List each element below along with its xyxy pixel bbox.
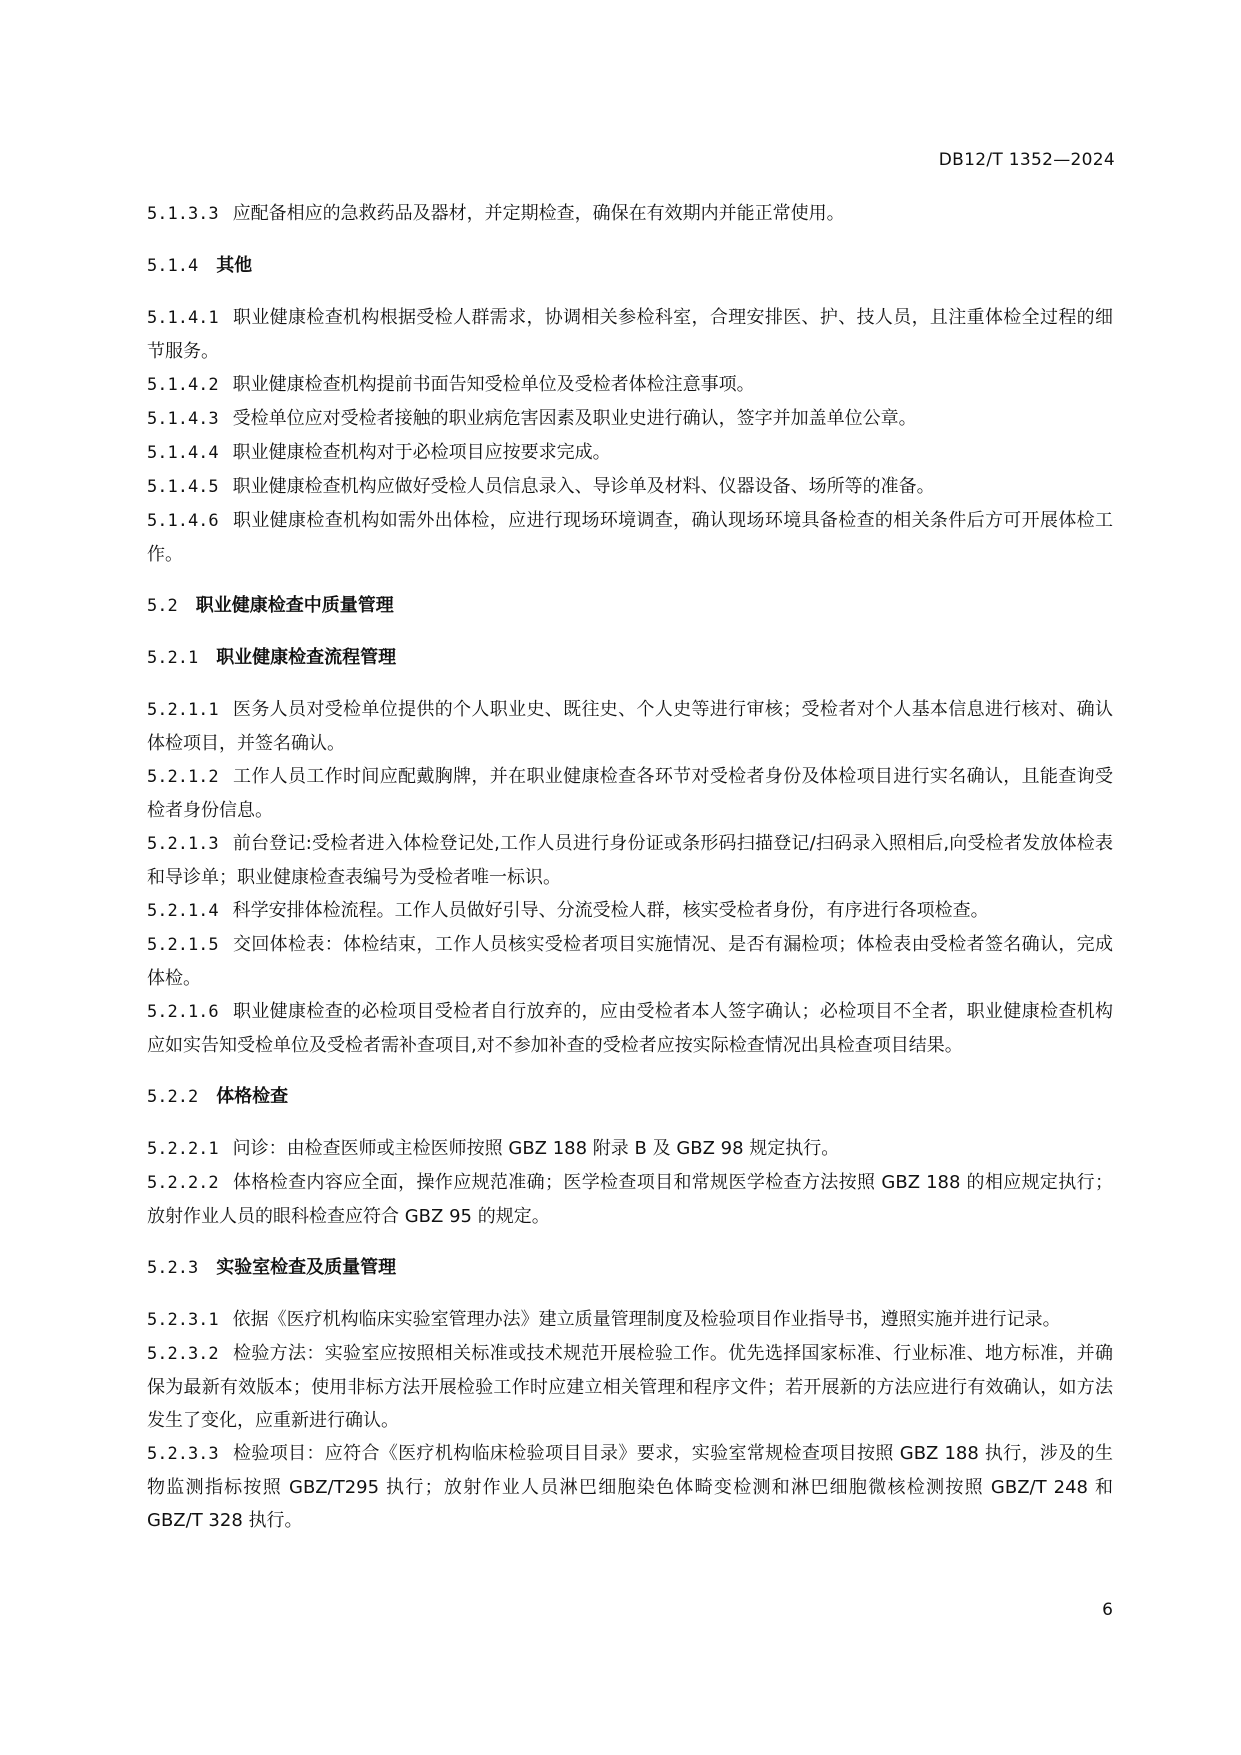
heading-text: 实验室检查及质量管理 xyxy=(216,1257,397,1278)
clause-paragraph xyxy=(147,827,1113,894)
clause-text: 问诊：由检查医师或主检医师按照 GBZ 188 附录 B 及 GBZ 98 规定执行。 xyxy=(232,1138,840,1159)
clause-text: 职业健康检查的必检项目受检者自行放弃的，应由受检者本人签字确认；必检项目不全者，职业健康检查机构应如实告知受检单位及受检者需补查项目,对不参加补查的受检者应按实际检查情况出具检查项目结果。 xyxy=(147,1001,1113,1056)
clause-number: 5.2.1.4 xyxy=(147,901,219,921)
document-body xyxy=(147,197,1113,1537)
clause-text: 体格检查内容应全面，操作应规范准确；医学检查项目和常规医学检查方法按照 GBZ 188 的相应规定执行；放射作业人员的眼科检查应符合 GBZ 95 的规定。 xyxy=(147,1172,1113,1227)
clause-paragraph xyxy=(147,995,1113,1062)
clause-paragraph xyxy=(147,760,1113,827)
clause-number: 5.1.3.3 xyxy=(147,204,219,224)
clause-number: 5.2.3.1 xyxy=(147,1310,219,1330)
clause-paragraph xyxy=(147,894,1113,928)
clause-text: 职业健康检查机构提前书面告知受检单位及受检者体检注意事项。 xyxy=(232,374,755,395)
clause-number: 5.1.4.4 xyxy=(147,443,219,463)
clause-text: 医务人员对受检单位提供的个人职业史、既往史、个人史等进行审核；受检者对个人基本信息进行核对、确认体检项目，并签名确认。 xyxy=(147,699,1113,754)
clause-number: 5.2.1 xyxy=(147,648,199,668)
heading-text: 职业健康检查中质量管理 xyxy=(195,595,394,616)
clause-paragraph xyxy=(147,1132,1113,1166)
clause-text: 工作人员工作时间应配戴胸牌，并在职业健康检查各环节对受检者身份及体检项目进行实名确认，且能查询受检者身份信息。 xyxy=(147,766,1113,821)
clause-paragraph xyxy=(147,470,1113,504)
clause-number: 5.2.1.3 xyxy=(147,834,219,854)
clause-text: 科学安排体检流程。工作人员做好引导、分流受检人群，核实受检者身份，有序进行各项检查。 xyxy=(232,900,989,921)
page-number: 6 xyxy=(1102,1600,1113,1620)
clause-paragraph xyxy=(147,402,1113,436)
document-code: DB12/T 1352—2024 xyxy=(938,150,1115,170)
clause-text: 职业健康检查机构应做好受检人员信息录入、导诊单及材料、仪器设备、场所等的准备。 xyxy=(232,476,935,497)
clause-text: 依据《医疗机构临床实验室管理办法》建立质量管理制度及检验项目作业指导书，遵照实施并进行记录。 xyxy=(232,1309,1061,1330)
clause-paragraph xyxy=(147,197,1113,231)
heading-text: 职业健康检查流程管理 xyxy=(216,647,397,668)
clause-text: 应配备相应的急救药品及器材，并定期检查，确保在有效期内并能正常使用。 xyxy=(232,203,845,224)
clause-paragraph xyxy=(147,693,1113,760)
clause-text: 前台登记:受检者进入体检登记处,工作人员进行身份证或条形码扫描登记/扫码录入照相后,向受检者发放体检表和导诊单；职业健康检查表编号为受检者唯一标识。 xyxy=(147,833,1113,888)
clause-paragraph xyxy=(147,1303,1113,1337)
clause-number: 5.2.2 xyxy=(147,1087,199,1107)
clause-number: 5.1.4.1 xyxy=(147,308,219,328)
clause-number: 5.2 xyxy=(147,596,178,616)
clause-number: 5.2.1.1 xyxy=(147,700,219,720)
clause-paragraph xyxy=(147,368,1113,402)
clause-number: 5.1.4.3 xyxy=(147,409,219,429)
heading-text: 其他 xyxy=(216,255,253,276)
section-heading xyxy=(147,1080,1113,1114)
clause-number: 5.2.2.2 xyxy=(147,1173,219,1193)
clause-paragraph xyxy=(147,1437,1113,1537)
clause-paragraph xyxy=(147,1166,1113,1233)
clause-text: 职业健康检查机构对于必检项目应按要求完成。 xyxy=(232,442,611,463)
section-heading xyxy=(147,641,1113,675)
clause-paragraph xyxy=(147,928,1113,995)
clause-number: 5.2.1.6 xyxy=(147,1002,219,1022)
clause-number: 5.2.3 xyxy=(147,1258,199,1278)
clause-number: 5.2.1.5 xyxy=(147,935,219,955)
clause-paragraph xyxy=(147,504,1113,571)
clause-text: 职业健康检查机构根据受检人群需求，协调相关参检科室，合理安排医、护、技人员，且注重体检全过程的细节服务。 xyxy=(147,307,1113,362)
clause-number: 5.2.3.2 xyxy=(147,1344,219,1364)
clause-number: 5.2.1.2 xyxy=(147,767,219,787)
clause-number: 5.1.4.2 xyxy=(147,375,219,395)
clause-paragraph xyxy=(147,436,1113,470)
clause-number: 5.1.4.5 xyxy=(147,477,219,497)
clause-paragraph xyxy=(147,1337,1113,1437)
section-heading xyxy=(147,249,1113,283)
section-heading xyxy=(147,589,1113,623)
clause-text: 检验方法：实验室应按照相关标准或技术规范开展检验工作。优先选择国家标准、行业标准、地方标准，并确保为最新有效版本；使用非标方法开展检验工作时应建立相关管理和程序文件；若开展新的方法应进行有效确认，如方法发生了变化，应重新进行确认。 xyxy=(147,1343,1113,1431)
section-heading xyxy=(147,1251,1113,1285)
clause-number: 5.1.4.6 xyxy=(147,511,219,531)
clause-text: 交回体检表：体检结束，工作人员核实受检者项目实施情况、是否有漏检项；体检表由受检者签名确认，完成体检。 xyxy=(147,934,1113,989)
clause-text: 职业健康检查机构如需外出体检，应进行现场环境调查，确认现场环境具备检查的相关条件后方可开展体检工作。 xyxy=(147,510,1113,565)
clause-text: 检验项目：应符合《医疗机构临床检验项目目录》要求，实验室常规检查项目按照 GBZ 188 执行，涉及的生物监测指标按照 GBZ/T295 执行；放射作业人员淋巴细胞染色体畸变检测和淋巴细胞微核检测按照 GBZ/T 248 和 GBZ/T 328 执行。 xyxy=(147,1443,1113,1531)
heading-text: 体格检查 xyxy=(216,1086,289,1107)
clause-number: 5.2.2.1 xyxy=(147,1139,219,1159)
clause-paragraph xyxy=(147,301,1113,368)
clause-number: 5.2.3.3 xyxy=(147,1444,219,1464)
clause-number: 5.1.4 xyxy=(147,256,199,276)
clause-text: 受检单位应对受检者接触的职业病危害因素及职业史进行确认，签字并加盖单位公章。 xyxy=(232,408,917,429)
